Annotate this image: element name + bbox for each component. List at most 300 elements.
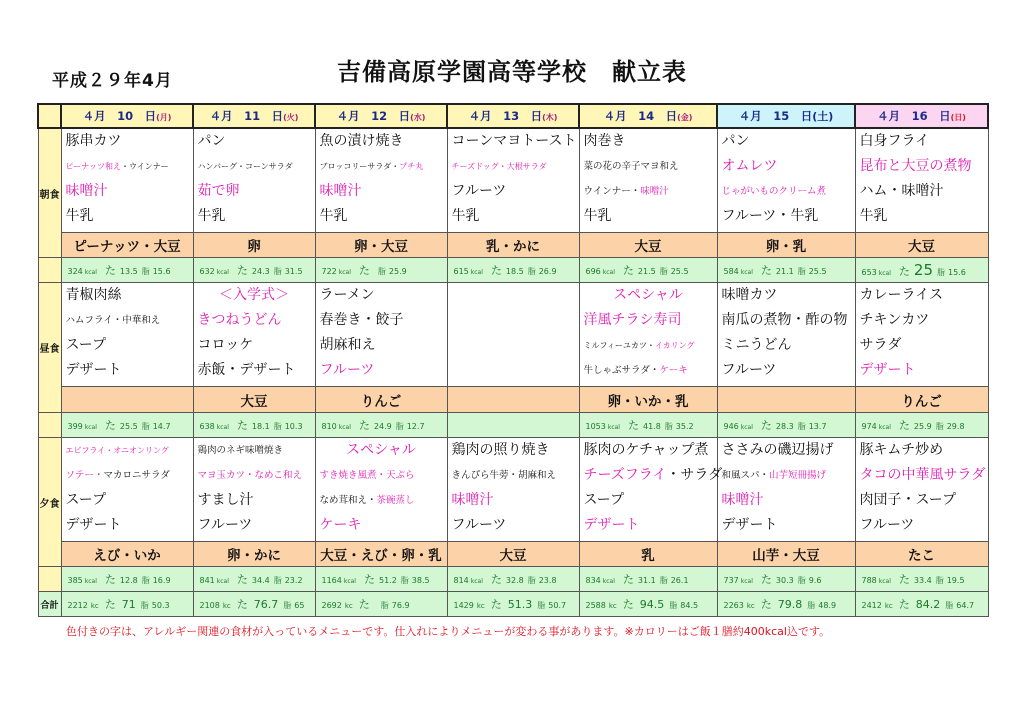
dinner-cell	[61, 437, 193, 541]
kcal-unit: kc	[90, 602, 99, 611]
date-header	[193, 104, 315, 128]
kcal-value: 324	[67, 267, 83, 277]
dish-name: 和風スパ・	[721, 469, 770, 481]
dish-name: カレーライス	[859, 287, 943, 304]
dinner-allergen-cell: 山芋・大豆	[717, 541, 855, 567]
protein-label: た	[622, 598, 634, 612]
dish-line	[62, 463, 193, 488]
fat-value: 23.8	[538, 576, 557, 586]
dish-line	[580, 333, 717, 358]
kcal-unit: kcal	[602, 578, 615, 586]
kcal-unit: kcal	[216, 269, 229, 277]
dish-line	[316, 358, 447, 383]
dish-line	[448, 488, 579, 513]
total-cell	[717, 592, 855, 617]
dish-name: フルーツ	[721, 362, 777, 379]
dish-name: フルーツ	[319, 362, 375, 379]
breakfast-allergen-cell: 大豆	[855, 232, 988, 258]
kcal-unit: kcal	[878, 270, 891, 278]
day-of-week: (月)	[156, 112, 172, 122]
total-protein: 51.3	[507, 598, 533, 612]
dish-name: ささみの磯辺揚げ	[721, 441, 834, 458]
kcal-unit: kcal	[84, 423, 97, 431]
protein-label: た	[760, 573, 772, 587]
protein-value: 18.5	[505, 267, 524, 277]
dish-name: 牛しゃぶサラダ・	[583, 365, 660, 377]
dinner-allergen-cell: たこ	[855, 541, 988, 567]
protein-label: た	[622, 573, 634, 587]
dish-name: スープ	[65, 491, 107, 508]
dinner-kcal-cell	[61, 567, 193, 592]
lunch-cell	[315, 283, 447, 387]
kcal-value: 1164	[321, 576, 342, 586]
fat-value: 26.9	[538, 267, 557, 277]
dish-name: 豚キムチ炒め	[859, 441, 944, 458]
dish-name: 肉巻き	[583, 132, 626, 149]
kcal-value: 615	[453, 267, 469, 277]
dish-line	[194, 513, 315, 538]
fat-label: 脂	[141, 421, 150, 431]
protein-label: た	[898, 265, 910, 279]
protein-value: 34.4	[251, 576, 270, 586]
protein-value: 21.5	[637, 267, 656, 277]
dish-line	[194, 204, 315, 229]
lunch-cell	[855, 283, 988, 387]
kcal-value: 1053	[585, 421, 606, 431]
fat-label: 脂	[140, 601, 149, 611]
lunch-allergen-cell: りんご	[315, 387, 447, 413]
dish-name: ブロッコリーサラダ・	[319, 161, 400, 171]
dish-name: オニオンリング	[113, 445, 169, 455]
total-label: 合計	[38, 592, 61, 617]
fat-label: 脂	[273, 267, 282, 277]
dish-line	[718, 283, 855, 308]
breakfast-allergen-row	[38, 232, 988, 258]
dish-line	[316, 463, 447, 488]
dinner-kcal-cell	[315, 567, 447, 592]
protein-value: 33.4	[913, 576, 932, 586]
dish-line	[448, 438, 579, 463]
dish-line	[580, 358, 717, 383]
total-kcal: 2588	[585, 601, 606, 611]
day-of-week: (火)	[283, 112, 299, 122]
dish-line	[194, 154, 315, 179]
fat-label: 脂	[664, 421, 673, 431]
dish-name: すき焼き風煮・天ぷら	[319, 469, 415, 481]
protein-label: た	[898, 598, 910, 612]
dinner-cell	[315, 437, 447, 541]
kcal-value: 722	[321, 267, 337, 277]
lunch-allergen-cell: 卵・いか・乳	[579, 387, 717, 413]
dinner-cell	[447, 437, 579, 541]
kcal-value: 399	[67, 421, 83, 431]
protein-value: 32.8	[505, 576, 524, 586]
dish-name: 豚肉のケチャップ煮	[583, 441, 709, 458]
menu-table	[37, 103, 989, 617]
protein-value: 13.5	[119, 267, 138, 277]
total-cell	[579, 592, 717, 617]
dish-line	[316, 513, 447, 538]
dish-name: 味噌汁	[721, 491, 764, 508]
fat-label: 脂	[935, 421, 944, 431]
breakfast-cell	[717, 128, 855, 233]
dish-line	[718, 179, 855, 204]
protein-value: 25.5	[119, 421, 138, 431]
breakfast-allergen-cell: 卵・大豆	[315, 232, 447, 258]
protein-value: 18.1	[251, 421, 270, 431]
dish-name: デザート	[65, 362, 122, 379]
dish-name: フルーツ・牛乳	[721, 207, 819, 224]
protein-label: た	[104, 598, 116, 612]
kcal-label-blank	[38, 412, 61, 437]
dinner-kcal-cell	[447, 567, 579, 592]
dish-line	[62, 179, 193, 204]
dish-line	[194, 333, 315, 358]
kcal-value: 834	[585, 576, 601, 586]
dish-name: ＜入学式＞	[219, 287, 289, 304]
dish-name: 味噌カツ	[721, 287, 778, 304]
protein-value: 25.9	[913, 421, 932, 431]
fat-value: 31.5	[284, 267, 303, 277]
dish-name: ケーキ	[659, 365, 688, 377]
dish-line	[316, 308, 447, 333]
dish-line	[856, 333, 988, 358]
dinner-allergen-cell: 乳	[579, 541, 717, 567]
dish-name: サラダ	[859, 337, 902, 354]
breakfast-kcal-cell	[447, 258, 579, 283]
kcal-unit: kcal	[607, 423, 620, 431]
total-fat: 64.7	[956, 601, 975, 611]
dish-name: 春巻き・餃子	[319, 312, 404, 329]
fat-value: 25.5	[670, 267, 689, 277]
dish-name: 味噌汁	[451, 491, 494, 508]
total-fat: 84.5	[680, 601, 699, 611]
dish-line	[62, 154, 193, 179]
dish-name: マヨ玉カツ・なめこ和え	[197, 469, 303, 481]
dinner-allergen-cell: えび・いか	[61, 541, 193, 567]
kcal-unit: kcal	[216, 423, 229, 431]
dish-name: 白身フライ	[859, 132, 930, 149]
dish-name: デザート	[583, 516, 640, 533]
dish-name: フルーツ	[859, 516, 915, 533]
dinner-dishes-row	[38, 437, 988, 541]
dish-name: 南瓜の煮物・酢の物	[721, 312, 848, 329]
fat-label: 脂	[797, 421, 806, 431]
dish-name: フルーツ	[197, 516, 253, 533]
dish-name: ハンバーグ・コーンサラダ	[197, 161, 293, 171]
dish-line	[856, 179, 988, 204]
dish-line	[316, 488, 447, 513]
fat-label: 脂	[527, 267, 536, 277]
fat-value: 23.2	[284, 576, 303, 586]
protein-label: た	[236, 598, 248, 612]
kcal-unit: kc	[222, 602, 231, 611]
kcal-value: 737	[723, 576, 739, 586]
total-protein: 71	[121, 598, 136, 612]
breakfast-allergen-cell: 大豆	[579, 232, 717, 258]
kcal-unit: kcal	[878, 423, 891, 431]
lunch-kcal-cell	[579, 412, 717, 437]
fat-label: 脂	[945, 601, 954, 611]
dish-line	[316, 204, 447, 229]
dish-line	[316, 179, 447, 204]
header-row	[38, 104, 988, 128]
dish-line	[580, 463, 723, 488]
dish-name: イカリング	[654, 341, 695, 351]
dish-name: ハムフライ・中華和え	[65, 315, 161, 327]
kcal-unit: kc	[746, 602, 755, 611]
dish-line	[580, 204, 717, 229]
kcal-unit: kcal	[84, 269, 97, 277]
protein-value: 30.3	[775, 576, 794, 586]
total-fat: 65	[294, 601, 305, 611]
total-kcal: 1429	[453, 601, 474, 611]
protein-value: 25	[913, 261, 933, 280]
date-header	[717, 104, 855, 128]
lunch-kcal-cell	[61, 412, 193, 437]
lunch-cell	[447, 283, 579, 387]
total-cell	[315, 592, 447, 617]
dish-name: 鶏肉の照り焼き	[451, 441, 550, 458]
protein-label: た	[490, 264, 502, 278]
protein-label: た	[358, 418, 370, 432]
dish-name: 味噌汁	[640, 185, 669, 197]
dish-line	[316, 129, 447, 154]
dish-line	[62, 129, 193, 154]
dish-name: 鶏肉のネギ味噌焼き	[197, 444, 284, 456]
protein-label: た	[760, 418, 772, 432]
protein-label: た	[236, 573, 248, 587]
dish-line	[316, 438, 447, 463]
dish-line	[718, 154, 855, 179]
total-fat: 50.3	[151, 601, 170, 611]
date-text: ４月 10 日	[82, 108, 157, 123]
date-text: ４月 13 日	[468, 108, 543, 123]
dish-line	[62, 283, 193, 308]
protein-value: 41.8	[642, 421, 661, 431]
dish-name: 牛乳	[451, 207, 480, 224]
fat-label: 脂	[273, 421, 282, 431]
dish-line	[718, 488, 855, 513]
kcal-unit: kcal	[470, 578, 483, 586]
footnote: 色付きの字は、アレルギー関連の食材が入っているメニューです。仕入れによりメニューが変わる事があります。※カロリーはご飯１膳約400kcal込です。	[66, 625, 831, 638]
dish-line	[448, 204, 579, 229]
kcal-value: 788	[861, 576, 877, 586]
fat-label: 脂	[141, 267, 150, 277]
fat-label: 脂	[380, 601, 389, 611]
total-fat: 48.9	[818, 601, 837, 611]
dish-line	[316, 333, 447, 358]
lunch-cell	[579, 283, 717, 387]
protein-label: た	[490, 573, 502, 587]
protein-label: た	[236, 264, 248, 278]
protein-value: 28.3	[775, 421, 794, 431]
dish-name: ウインナー・	[583, 185, 641, 197]
dish-name: なめ茸和え・	[319, 494, 377, 506]
lunch-allergen-cell: りんご	[855, 387, 988, 413]
dish-name: スペシャル	[613, 287, 683, 304]
dish-line	[718, 204, 855, 229]
fat-value: 35.2	[675, 421, 694, 431]
dish-name: スープ	[583, 491, 625, 508]
kcal-unit: kcal	[338, 423, 351, 431]
total-kcal: 2212	[67, 601, 88, 611]
lunch-label: 昼食	[38, 283, 61, 413]
total-protein: 76.7	[253, 598, 279, 612]
dish-line	[62, 333, 193, 358]
protein-label: た	[363, 573, 375, 587]
dish-name: ソテー・	[65, 469, 104, 481]
dish-name: 山芋短冊揚げ	[769, 469, 827, 481]
fat-label: 脂	[937, 268, 945, 278]
fat-value: 14.7	[152, 421, 171, 431]
breakfast-allergen-cell: 乳・かに	[447, 232, 579, 258]
kcal-value: 810	[321, 421, 337, 431]
total-kcal: 2412	[861, 601, 882, 611]
protein-label: た	[627, 418, 639, 432]
breakfast-cell	[855, 128, 988, 233]
dinner-allergen-cell: 卵・かに	[193, 541, 315, 567]
protein-label: た	[622, 264, 634, 278]
fat-label: 脂	[273, 576, 282, 586]
dish-line	[856, 463, 988, 488]
day-of-week: (水)	[410, 112, 426, 122]
breakfast-kcal-cell	[193, 258, 315, 283]
dinner-allergen-cell: 大豆・えび・卵・乳	[315, 541, 447, 567]
kcal-unit: kcal	[84, 578, 97, 586]
lunch-kcal-cell	[447, 412, 579, 437]
dish-name: デザート	[65, 516, 122, 533]
lunch-kcal-row	[38, 412, 988, 437]
dish-line	[194, 488, 315, 513]
dish-line	[856, 283, 988, 308]
dish-name: スペシャル	[346, 441, 416, 458]
dinner-cell	[855, 437, 988, 541]
fat-label: 脂	[141, 576, 150, 586]
kcal-unit: kcal	[343, 578, 356, 586]
fat-label: 脂	[669, 601, 678, 611]
dish-line	[448, 513, 579, 538]
fat-label: 脂	[659, 267, 668, 277]
dish-line	[194, 358, 315, 383]
dish-line	[580, 154, 717, 179]
dish-line	[580, 129, 717, 154]
breakfast-cell	[579, 128, 717, 233]
fat-value: 16.9	[152, 576, 171, 586]
total-protein: 84.2	[915, 598, 941, 612]
kcal-unit: kcal	[470, 269, 483, 277]
dish-line	[448, 179, 579, 204]
fat-label: 脂	[527, 576, 536, 586]
dish-name: 青椒肉絲	[65, 287, 122, 304]
total-kcal: 2692	[321, 601, 342, 611]
dish-name: ラーメン	[319, 287, 375, 304]
header-corner	[38, 104, 61, 128]
dish-line	[856, 129, 988, 154]
protein-label: た	[358, 264, 370, 278]
dish-name: ケーキ	[319, 516, 362, 533]
dish-name: ・ウインナー	[121, 161, 169, 171]
dish-name: オムレツ	[721, 157, 778, 174]
kcal-value: 632	[199, 267, 215, 277]
dish-line	[718, 358, 855, 383]
fat-label: 脂	[400, 576, 409, 586]
kcal-value: 946	[723, 421, 739, 431]
protein-label: た	[104, 264, 116, 278]
dish-name: コロッケ	[197, 337, 254, 354]
kcal-label-blank	[38, 567, 61, 592]
breakfast-allergen-cell: ピーナッツ・大豆	[61, 232, 193, 258]
dish-line	[580, 308, 717, 333]
dinner-kcal-cell	[717, 567, 855, 592]
dish-name: 肉団子・スープ	[859, 491, 957, 508]
dish-name: チーズフライ	[583, 466, 667, 483]
kcal-unit: kcal	[740, 423, 753, 431]
kcal-unit: kc	[608, 602, 617, 611]
dish-name: マカロニサラダ	[103, 469, 170, 481]
lunch-kcal-cell	[315, 412, 447, 437]
kcal-unit: kcal	[338, 269, 351, 277]
dish-line	[856, 438, 988, 463]
dish-name: チーズドッグ・大根サラダ	[451, 161, 547, 171]
dish-name: 茶碗蒸し	[376, 494, 415, 506]
total-cell	[61, 592, 193, 617]
dish-line	[856, 204, 988, 229]
dish-name: 魚の漬け焼き	[319, 132, 404, 149]
breakfast-label: 朝食	[38, 128, 61, 258]
dish-line	[316, 283, 447, 308]
lunch-cell	[717, 283, 855, 387]
dish-line	[580, 488, 717, 513]
dish-name: 牛乳	[319, 207, 348, 224]
lunch-cell	[193, 283, 315, 387]
dish-line	[194, 283, 315, 308]
lunch-allergen-cell: 大豆	[193, 387, 315, 413]
dish-line	[316, 154, 447, 179]
dish-line	[718, 308, 855, 333]
dish-line	[718, 333, 855, 358]
dish-name: スープ	[65, 337, 107, 354]
dish-line	[718, 513, 855, 538]
kcal-unit: kcal	[740, 269, 753, 277]
dish-name: 味噌汁	[65, 182, 108, 199]
dish-line	[448, 129, 579, 154]
dish-line	[62, 488, 193, 513]
fat-value: 9.6	[808, 576, 822, 586]
dinner-allergen-row	[38, 541, 988, 567]
fat-value: 15.6	[152, 267, 171, 277]
protein-label: た	[760, 598, 772, 612]
protein-value: 31.1	[637, 576, 656, 586]
breakfast-cell	[447, 128, 579, 233]
dish-line	[448, 463, 579, 488]
fat-label: 脂	[935, 576, 944, 586]
date-text: ４月 16 日	[877, 108, 951, 123]
dinner-kcal-row	[38, 567, 988, 592]
dish-name: チキンカツ	[859, 312, 930, 329]
dish-line	[856, 358, 988, 383]
dinner-cell	[193, 437, 315, 541]
dish-line	[194, 179, 315, 204]
dish-line	[856, 308, 988, 333]
dinner-cell	[717, 437, 855, 541]
date-header	[315, 104, 447, 128]
dish-line	[62, 204, 193, 229]
dish-name: タコの中華風サラダ	[859, 466, 986, 483]
dish-line	[62, 513, 193, 538]
dish-name: 牛乳	[197, 207, 226, 224]
dinner-label: 夕食	[38, 437, 61, 567]
